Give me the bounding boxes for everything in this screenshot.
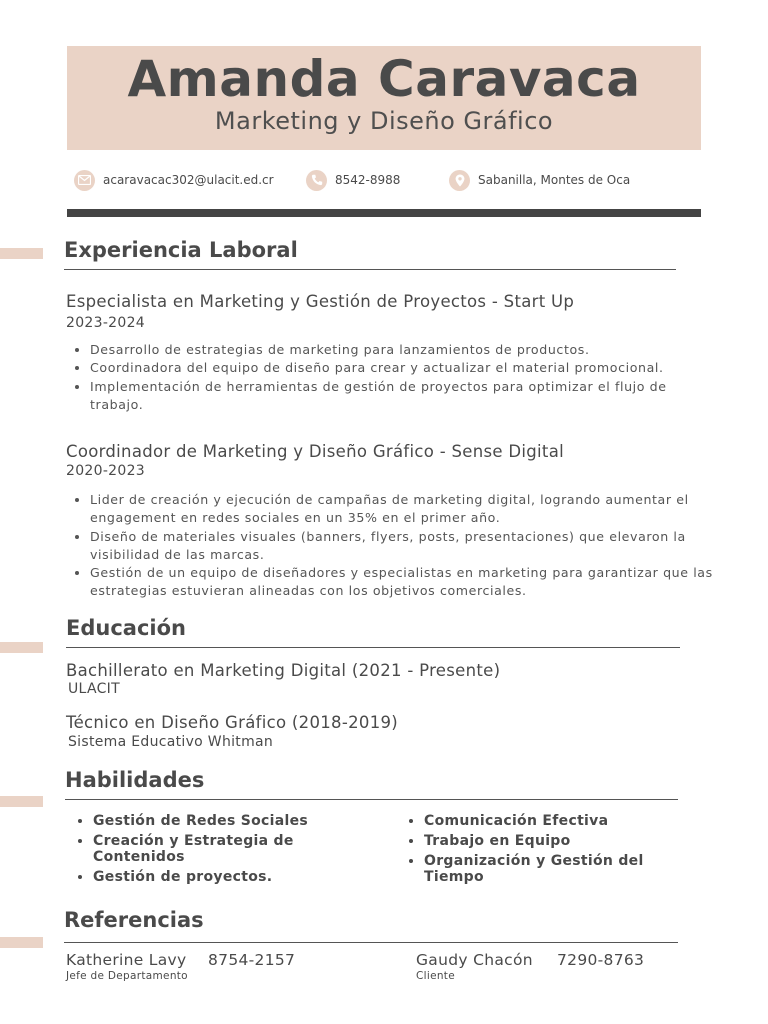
education-institution: ULACIT xyxy=(68,681,120,697)
education-degree: Bachillerato en Marketing Digital (2021 - Presente) xyxy=(66,661,501,680)
list-item: • Gestión de Redes Sociales xyxy=(93,813,333,829)
list-item: • Gestión de proyectos. xyxy=(93,869,333,885)
job-dates: 2020-2023 xyxy=(66,463,146,479)
contact-location xyxy=(449,170,630,190)
list-item: • Gestión de un equipo de diseñadores y especialistas en marketing para garantizar que las estrategias estuvieran alineadas con los objetivos comerciales. xyxy=(90,564,714,601)
contact-email[interactable] xyxy=(74,170,274,190)
job-bullets xyxy=(66,341,714,414)
list-item: • Coordinadora del equipo de diseño para crear y actualizar el material promocional. xyxy=(90,359,714,377)
reference-name: Katherine Lavy xyxy=(66,951,187,969)
section-rule xyxy=(64,269,676,270)
job-title: Coordinador de Marketing y Diseño Gráfico - Sense Digital xyxy=(66,442,564,461)
mail-icon xyxy=(74,170,95,191)
section-marker-experience xyxy=(0,248,43,259)
list-item: • Desarrollo de estrategias de marketing para lanzamientos de productos. xyxy=(90,341,714,359)
reference-phone: 8754-2157 xyxy=(208,951,296,969)
candidate-title: Marketing y Diseño Gráfico xyxy=(214,107,554,135)
contact-phone[interactable] xyxy=(306,170,400,190)
job-bullets xyxy=(66,491,714,601)
section-title-skills: Habilidades xyxy=(65,768,205,792)
header-banner xyxy=(67,46,701,150)
section-title-experience: Experiencia Laboral xyxy=(64,238,298,262)
skills-list-left xyxy=(66,813,333,889)
header-divider xyxy=(67,209,701,217)
section-rule xyxy=(64,942,678,943)
education-degree: Técnico en Diseño Gráfico (2018-2019) xyxy=(66,713,399,732)
section-title-references: Referencias xyxy=(64,908,204,932)
list-item: • Creación y Estrategia de Contenidos xyxy=(93,833,333,865)
location-pin-icon xyxy=(449,170,470,191)
list-item: • Diseño de materiales visuales (banners, flyers, posts, presentaciones) que elevaron la visibilidad de las marcas. xyxy=(90,528,714,565)
phone-text: 8542-8988 xyxy=(335,173,401,187)
section-title-education: Educación xyxy=(66,616,186,640)
reference-name: Gaudy Chacón xyxy=(416,951,533,969)
section-marker-skills xyxy=(0,796,43,807)
education-institution: Sistema Educativo Whitman xyxy=(68,734,274,750)
reference-role: Jefe de Departamento xyxy=(66,970,188,982)
section-rule xyxy=(66,647,680,648)
list-item: • Lider de creación y ejecución de campañas de marketing digital, logrando aumentar el engagement en redes sociales en un 35% en el primer año. xyxy=(90,491,714,528)
reference-phone: 7290-8763 xyxy=(557,951,645,969)
email-text: acaravacac302@ulacit.ed.cr xyxy=(103,173,274,187)
list-item: • Comunicación Efectiva xyxy=(424,813,674,829)
list-item: • Trabajo en Equipo xyxy=(424,833,674,849)
section-marker-education xyxy=(0,642,43,653)
section-rule xyxy=(65,799,678,800)
skills-list-right xyxy=(397,813,674,889)
phone-icon xyxy=(306,170,327,191)
location-text: Sabanilla, Montes de Oca xyxy=(478,173,631,187)
list-item: • Organización y Gestión del Tiempo xyxy=(424,853,674,885)
list-item: • Implementación de herramientas de gestión de proyectos para optimizar el flujo de trabajo. xyxy=(90,378,714,415)
job-dates: 2023-2024 xyxy=(66,315,146,331)
section-marker-references xyxy=(0,937,43,948)
candidate-name: Amanda Caravaca xyxy=(127,50,641,108)
reference-role: Cliente xyxy=(416,970,455,982)
job-title: Especialista en Marketing y Gestión de Proyectos - Start Up xyxy=(66,292,575,311)
